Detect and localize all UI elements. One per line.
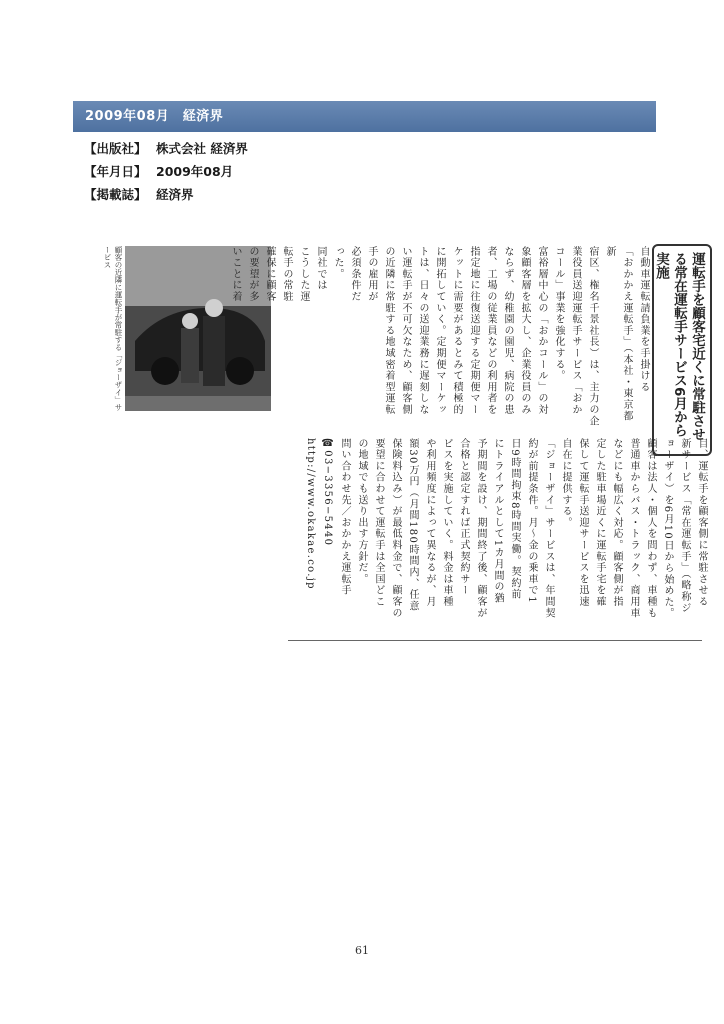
text-column: 必須条件だ — [349, 246, 360, 303]
text-column: 約が前提条件。月〜金の乗車で1 — [526, 438, 537, 604]
text-column: コール」事業を強化する。 — [553, 246, 564, 382]
text-column: った。 — [332, 246, 343, 280]
text-column: 予期間を設け、期間終了後、顧客が — [475, 438, 486, 619]
meta-key: 【出版社】 — [84, 141, 147, 156]
meta-key: 【年月日】 — [84, 164, 147, 179]
text-column: ならず、幼稚園の園児、病院の患 — [502, 246, 513, 416]
text-column: 合格と認定すれば正式契約サー — [458, 438, 469, 597]
text-column: 確保に顧客 — [264, 246, 275, 303]
text-column: 新サービス「常在運転手」（略称ジ — [679, 438, 690, 614]
text-column: や利用頻度によって異なるが、月 — [424, 438, 435, 608]
text-column: 「ジョーザイ」サービスは、年間契 — [543, 438, 554, 619]
text-column: 日9時間拘束8時間実働。契約前 — [509, 438, 520, 601]
text-column: 保険料込み）が最低料金で、顧客の — [390, 438, 401, 619]
text-column: の要望が多 — [247, 246, 258, 303]
page-number: 61 — [355, 944, 369, 957]
meta-value: 2009年08月 — [156, 164, 234, 179]
banner-title: 2009年08月 経済界 — [85, 109, 224, 124]
text-column: http://www.okakae.co.jp — [305, 438, 316, 590]
text-column: などにも幅広く対応。顧客側が指 — [611, 438, 622, 608]
text-column: 者、工場の従業員などの利用者を — [485, 246, 496, 416]
text-column: 手の雇用が — [366, 246, 377, 303]
text-column: 宿区、権名千景社長）は、主力の企 — [587, 246, 598, 427]
text-column: 指定地に往復送迎する定期便マー — [468, 246, 479, 416]
text-column: 目、運転手を顧客側に常駐させる — [696, 438, 707, 608]
meta-value: 株式会社 経済界 — [156, 141, 248, 156]
text-column: こうした運 — [298, 246, 309, 303]
text-column: ☎03−3356−5440 — [322, 438, 333, 547]
text-column: トは、日々の送迎業務に遅刻しな — [417, 246, 428, 416]
text-column: いことに着 — [230, 246, 241, 303]
meta-date — [84, 162, 233, 180]
text-column: 額30万円（月間180時間内、任意 — [407, 438, 418, 612]
text-column: 象顧客層を拡大し、企業役員のみ — [519, 246, 530, 416]
lower-text-block — [190, 438, 710, 778]
text-column: に開拓していく。定期便マーケッ — [434, 246, 445, 416]
text-column: の近隣に常駐する地域密着型運転 — [383, 246, 394, 416]
text-column: 自在に提供する。 — [560, 438, 571, 529]
text-column: 業役員送迎運転手サービス「おか — [570, 246, 581, 416]
text-column: 自動車運転請負業を手掛ける — [638, 246, 649, 393]
article-clipping — [100, 238, 712, 658]
text-column: 保して運転手送迎サービスを迅速 — [577, 438, 588, 608]
text-column: 「おかかえ運転手」（本社・東京都新 — [604, 246, 632, 422]
text-column: ョーザイ）を6月10日から始めた。 — [662, 438, 673, 620]
text-column: 要望に合わせて運転手は全国どこ — [373, 438, 384, 608]
meta-value: 経済界 — [156, 187, 194, 202]
text-column: 問い合わせ先／おかかえ運転手 — [339, 438, 350, 597]
meta-publisher — [84, 139, 248, 157]
text-column: 富裕層中心の「おかコール」の対 — [536, 246, 547, 416]
text-column: の地域でも送り出す方針だ。 — [356, 438, 367, 585]
meta-magazine — [84, 185, 194, 203]
upper-text-block — [230, 246, 652, 432]
text-column: 普通車からバス・トラック、商用車 — [628, 438, 639, 619]
text-column: ビスを実施していく。料金は車種 — [441, 438, 452, 608]
text-column: 定した駐車場近くに運転手宅を確 — [594, 438, 605, 608]
photo-caption: 顧客の近隣に運転手が常駐する「ジョーザイ」サービス — [103, 246, 123, 411]
text-column: い運転手が不可欠なため、顧客側 — [400, 246, 411, 416]
text-column: 同社では — [315, 246, 326, 292]
text-column: 顧客は法人・個人を問わず、車種も — [645, 438, 656, 619]
text-column: 転手の常駐 — [281, 246, 292, 303]
meta-key: 【掲載誌】 — [84, 187, 147, 202]
article-headline: 運転手を顧客宅近くに常駐させる常在運転手サービス6月から実施 — [652, 244, 712, 456]
header-banner — [73, 101, 656, 132]
text-column: ケットに需要があるとみて積極的 — [451, 246, 462, 416]
text-column: にトライアルとして1カ月間の猶 — [492, 438, 503, 604]
